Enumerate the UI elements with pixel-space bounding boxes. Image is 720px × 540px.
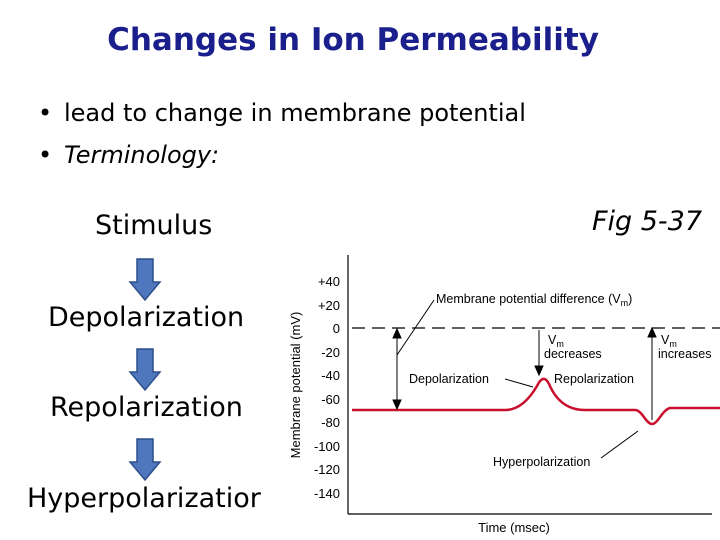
figure-reference: Fig 5-37 bbox=[592, 206, 703, 237]
vm-decreases-label: decreases bbox=[544, 347, 602, 361]
flow-repolarization: Repolarization bbox=[50, 392, 243, 423]
flow-hyperpolarization: Hyperpolarizatior bbox=[27, 483, 261, 514]
up-arrow bbox=[648, 328, 656, 420]
down-arrow bbox=[535, 330, 543, 375]
y-tick-label: +20 bbox=[317, 298, 340, 313]
y-tick-label: -120 bbox=[313, 462, 340, 477]
y-tick-label: 0 bbox=[332, 321, 340, 336]
flow-stimulus: Stimulus bbox=[95, 210, 213, 241]
vm-increases-label: increases bbox=[658, 347, 712, 361]
y-tick-label: -140 bbox=[313, 486, 340, 501]
slide-title: Changes in Ion Permeability bbox=[107, 22, 599, 58]
y-tick-label: -80 bbox=[321, 415, 340, 430]
leader-line bbox=[505, 379, 533, 387]
vm-decreases-symbol: $V_m$ bbox=[548, 333, 564, 349]
bullet-text: lead to change in membrane potential bbox=[64, 99, 526, 127]
y-tick-label: -20 bbox=[321, 345, 340, 360]
bullet-dot: • bbox=[38, 141, 53, 169]
bullet-dot: • bbox=[38, 99, 53, 127]
hyperpolarization-label: Hyperpolarization bbox=[493, 455, 591, 469]
double-arrow bbox=[393, 329, 401, 409]
y-tick-label: -100 bbox=[313, 439, 340, 454]
y-tick-label: -40 bbox=[321, 368, 340, 383]
membrane-difference-label: Membrane potential difference $(V_m)$ bbox=[436, 292, 633, 308]
depolarization-label: Depolarization bbox=[409, 372, 489, 386]
bullet-text: Terminology: bbox=[64, 141, 220, 169]
x-axis-label: Time (msec) bbox=[478, 520, 550, 535]
repolarization-label: Repolarization bbox=[554, 372, 634, 386]
membrane-potential-trace bbox=[352, 379, 720, 424]
y-tick-label: -60 bbox=[321, 392, 340, 407]
flow-depolarization: Depolarization bbox=[48, 302, 245, 333]
y-axis-label: Membrane potential (mV) bbox=[288, 311, 303, 459]
y-tick-labels bbox=[314, 274, 340, 501]
vm-increases-symbol: $V_m$ bbox=[661, 333, 677, 349]
y-tick-label: +40 bbox=[317, 274, 340, 289]
leader-line bbox=[601, 431, 638, 458]
